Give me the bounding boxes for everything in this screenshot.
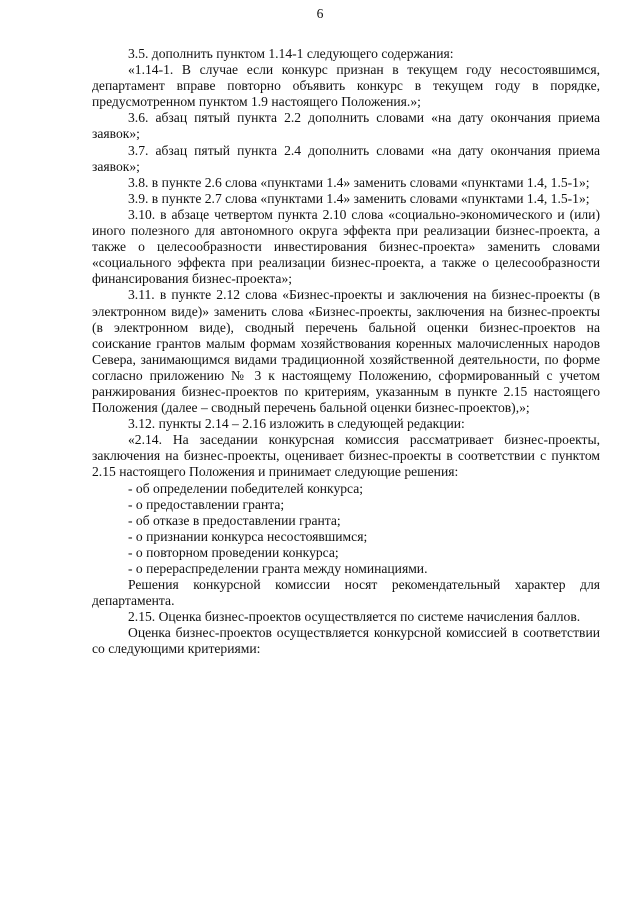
paragraph-3-10: 3.10. в абзаце четвертом пункта 2.10 слова «социально-экономического и (или) иного полезного для автономного округа эффекта при реализации бизнес-проекта, а также о целесообразности инвестирования бизнес-проекта» заменить словами «социального эффекта при реализации бизнес-проекта, а также о целесообразности финансирования бизнес-проекта»;	[92, 206, 600, 287]
paragraph-3-8: 3.8. в пункте 2.6 слова «пунктами 1.4» заменить словами «пунктами 1.4, 1.5-1»;	[128, 174, 590, 190]
decision-list-item: - об определении победителей конкурса;	[128, 480, 364, 496]
paragraph-3-7: 3.7. абзац пятый пункта 2.4 дополнить словами «на дату окончания приема заявок»;	[92, 142, 600, 174]
paragraph-1-14-1-quote: «1.14-1. В случае если конкурс признан в текущем году несостоявшимся, департамент вправе повторно объявить конкурс в текущем году в порядке, предусмотренном пунктом 1.9 настоящего Положения.»;	[92, 62, 600, 110]
decision-list-item: - о повторном проведении конкурса;	[128, 544, 339, 560]
decision-list-item: - о признании конкурса несостоявшимся;	[128, 528, 368, 544]
paragraph-3-11: 3.11. в пункте 2.12 слова «Бизнес-проекты и заключения на бизнес-проекты (в электронном виде)» заменить слова «Бизнес-проекты, заключения на бизнес-проекты (в электронном виде), сводный перечень бальной оценки бизнес-проектов на соискание грантов малым формам хозяйствования коренных малочисленных народов Севера, занимающимся видами традиционной хозяйственной деятельности, по форме согласно приложению № 3 к настоящему Положению, сформированный с учетом ранжирования бизнес-проектов по критериям, указанным в пункте 2.15 настоящего Положения (далее – сводный перечень бальной оценки бизнес-проектов),»;	[92, 287, 600, 416]
paragraph-decisions-advisory: Решения конкурсной комиссии носят рекомендательный характер для департамента.	[92, 577, 600, 609]
paragraph-3-5: 3.5. дополнить пунктом 1.14-1 следующего содержания:	[128, 46, 454, 61]
decision-list-item: - о перераспределении гранта между номинациями.	[128, 561, 428, 576]
paragraph-3-9: 3.9. в пункте 2.7 слова «пунктами 1.4» заменить словами «пунктами 1.4, 1.5-1»;	[128, 190, 590, 206]
decision-list-item: - о предоставлении гранта;	[128, 496, 285, 512]
paragraph-criteria-intro: Оценка бизнес-проектов осуществляется конкурсной комиссией в соответствии со следующими критериями:	[92, 625, 600, 657]
document-body	[92, 46, 600, 658]
paragraph-3-12: 3.12. пункты 2.14 – 2.16 изложить в следующей редакции:	[128, 416, 465, 432]
paragraph-3-6: 3.6. абзац пятый пункта 2.2 дополнить словами «на дату окончания приема заявок»;	[92, 110, 600, 142]
page-number: 6	[316, 6, 324, 21]
paragraph-2-14-quote: «2.14. На заседании конкурсная комиссия рассматривает бизнес-проекты, заключения на бизнес-проекты, оценивает бизнес-проекты в соответствии с пунктом 2.15 настоящего Положения и принимает следующие решения:	[92, 432, 600, 480]
paragraph-2-15: 2.15. Оценка бизнес-проектов осуществляется по системе начисления баллов.	[128, 609, 581, 625]
decision-list-item: - об отказе в предоставлении гранта;	[128, 512, 341, 528]
